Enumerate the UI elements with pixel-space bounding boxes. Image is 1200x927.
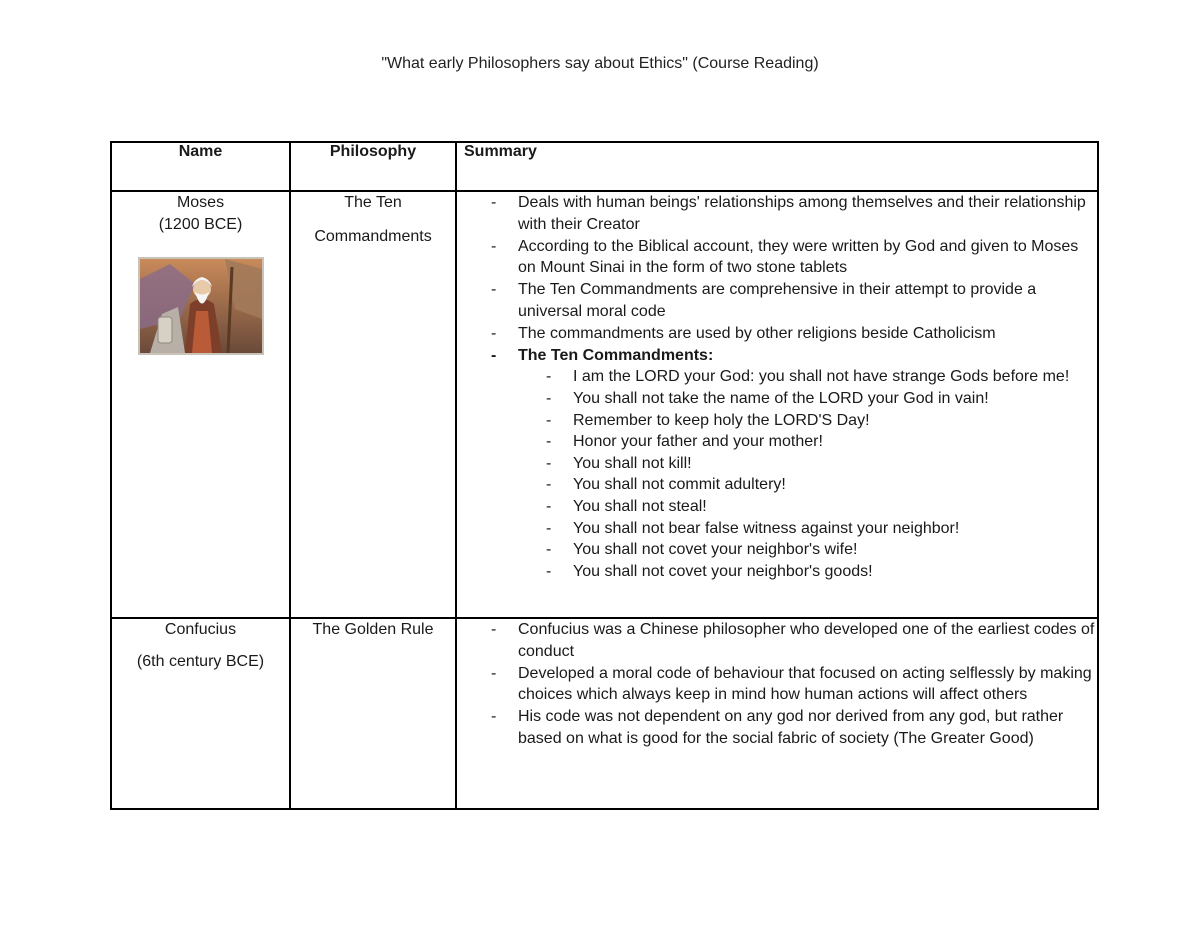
list-item: - Deals with human beings' relationships among themselves and their relationship with their Creator: [483, 192, 1097, 236]
header-name: Name: [111, 142, 290, 191]
commandment-item: - Honor your father and your mother!: [538, 431, 1097, 453]
confucius-name: Confucius: [164, 621, 237, 638]
moses-philosophy-cell: [290, 191, 456, 618]
header-philosophy: Philosophy: [290, 142, 456, 191]
confucius-era: (6th century BCE): [136, 653, 265, 670]
moses-era: (1200 BCE): [158, 216, 243, 233]
philosophers-table: [110, 141, 1099, 810]
commandment-item: - You shall not steal!: [538, 496, 1097, 518]
commandment-item: - You shall not kill!: [538, 453, 1097, 475]
commandment-item: - You shall not take the name of the LORD your God in vain!: [538, 388, 1097, 410]
list-item: - Confucius was a Chinese philosopher who developed one of the earliest codes of conduct: [483, 619, 1097, 663]
commandments-list: [518, 366, 1097, 582]
header-row: [111, 142, 1098, 191]
table-row-moses: [111, 191, 1098, 618]
moses-portrait-image: [138, 257, 264, 355]
list-item: - The commandments are used by other religions beside Catholicism: [483, 323, 1097, 345]
confucius-philosophy-cell: [290, 618, 456, 809]
commandment-item: - You shall not commit adultery!: [538, 474, 1097, 496]
confucius-name-cell: [111, 618, 290, 809]
commandment-item: - You shall not bear false witness against your neighbor!: [538, 518, 1097, 540]
commandment-item: - Remember to keep holy the LORD'S Day!: [538, 410, 1097, 432]
list-item: - Developed a moral code of behaviour that focused on acting selflessly by making choices which always keep in mind how human actions will affect others: [483, 663, 1097, 707]
moses-name-cell: [111, 191, 290, 618]
commandment-item: - You shall not covet your neighbor's wife!: [538, 539, 1097, 561]
list-item: - The Ten Commandments are comprehensive in their attempt to provide a universal moral code: [483, 279, 1097, 323]
confucius-philosophy: The Golden Rule: [312, 621, 434, 638]
commandments-heading: The Ten Commandments:: [518, 346, 714, 364]
table-row-confucius: [111, 618, 1098, 809]
header-summary: Summary: [456, 142, 1098, 191]
moses-name: Moses: [176, 194, 225, 211]
confucius-summary-list: [457, 619, 1097, 750]
document-title: "What early Philosophers say about Ethics" (Course Reading): [381, 55, 819, 72]
list-item: - His code was not dependent on any god nor derived from any god, but rather based on what is good for the social fabric of society (The Greater Good): [483, 706, 1097, 750]
commandment-item: - You shall not covet your neighbor's goods!: [538, 561, 1097, 583]
list-item: - According to the Biblical account, they were written by God and given to Moses on Mount Sinai in the form of two stone tablets: [483, 236, 1097, 280]
commandment-item: - I am the LORD your God: you shall not have strange Gods before me!: [538, 366, 1097, 388]
moses-philosophy-line-2: Commandments: [314, 228, 432, 245]
confucius-summary-cell: [456, 618, 1098, 809]
commandments-heading-item: [483, 345, 1097, 583]
moses-summary-list: [457, 192, 1097, 582]
moses-philosophy-line-1: The Ten: [344, 194, 402, 211]
moses-summary-cell: [456, 191, 1098, 618]
